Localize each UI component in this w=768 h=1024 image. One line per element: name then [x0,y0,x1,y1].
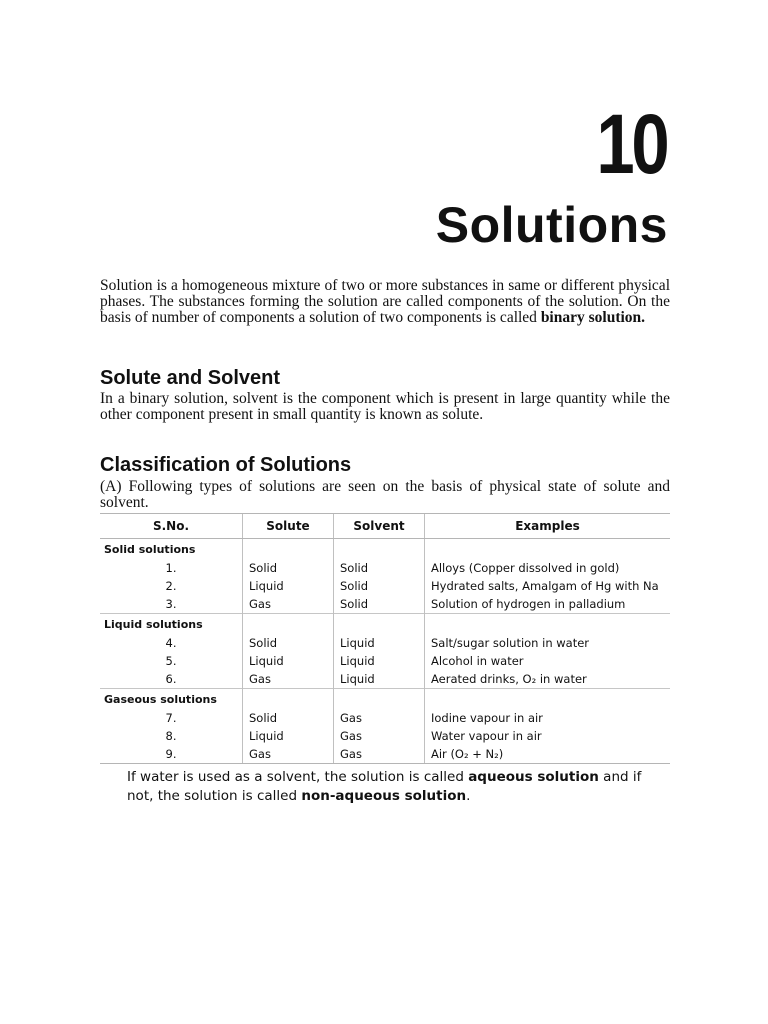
cell-sno: 1. [165,561,177,575]
cell-solute: Liquid [243,727,334,745]
cell-solute: Solid [243,634,334,652]
cell-sno: 9. [100,745,243,764]
cell-solvent: Solid [334,595,425,614]
cell-solvent: Liquid [334,634,425,652]
cell-example: Aerated drinks, O₂ in water [425,670,671,689]
cell-solute: Solid [243,559,334,577]
solute-solvent-paragraph: In a binary solution, solvent is the component which is present in large quantity while the other component present in small quantity is known as solute. [100,390,670,423]
non-aqueous-solution-term: non-aqueous solution [301,788,467,804]
cell-solute: Gas [243,745,334,764]
table-row [100,670,670,689]
intro-text: Solution is a homogeneous mixture of two or more substances in same or different physical phases. The substances forming the solution are called components of the solution. On the basis of number of components a solution of two components is called [100,277,670,326]
cell-solute: Gas [243,670,334,689]
solutions-table [100,513,670,764]
chapter-title: Solutions [435,197,668,253]
solute-solvent-heading: Solute and Solvent [100,367,281,389]
classification-paragraph: (A) Following types of solutions are seen on the basis of physical state of solute and solvent. [100,478,670,511]
table-row [100,577,670,595]
note-text-1: If water is used as a solvent, the solution is called [127,769,469,785]
group-row-solid [100,539,670,560]
cell-solute: Liquid [243,652,334,670]
header-examples: Examples [425,514,671,539]
aqueous-solution-term: aqueous solution [468,769,599,785]
table-row [100,652,670,670]
group-label: Solid solutions [104,542,196,556]
group-label: Liquid solutions [100,614,243,635]
cell-example: Air (O₂ + N₂) [425,745,671,764]
cell-sno: 3. [165,597,177,611]
cell-solvent: Solid [334,577,425,595]
cell-solute: Gas [243,595,334,614]
table-row [100,709,670,727]
cell-solute: Liquid [243,577,334,595]
cell-solvent: Gas [334,745,425,764]
cell-sno: 6. [165,672,177,686]
cell-sno: 5. [165,654,177,668]
cell-solvent: Solid [334,559,425,577]
cell-solvent: Liquid [334,652,425,670]
table-row [100,595,670,614]
intro-paragraph [100,278,670,326]
group-label: Gaseous solutions [100,689,243,710]
cell-example: Iodine vapour in air [425,709,671,727]
cell-sno: 8. [165,729,177,743]
cell-solvent: Gas [334,709,425,727]
table-row [100,559,670,577]
header-sno: S.No. [100,514,243,539]
note-text-2: and if not, the solution is called [127,769,642,804]
group-row-liquid [100,614,670,635]
header-solvent: Solvent [334,514,425,539]
cell-example: Hydrated salts, Amalgam of Hg with Na [425,577,671,595]
cell-example: Alcohol in water [425,652,671,670]
table-header-row [100,514,670,539]
table-row [100,634,670,652]
header-solute: Solute [243,514,334,539]
chapter-number: 10 [595,97,666,191]
cell-example: Water vapour in air [425,727,671,745]
note-text-3: . [466,788,471,804]
cell-sno: 4. [165,636,177,650]
classification-heading: Classification of Solutions [100,454,352,476]
cell-solvent: Liquid [334,670,425,689]
cell-example: Solution of hydrogen in palladium [425,595,671,614]
cell-solvent: Gas [334,727,425,745]
cell-example: Salt/sugar solution in water [425,634,671,652]
cell-sno: 2. [165,579,177,593]
table-row [100,727,670,745]
table-row [100,745,670,764]
group-row-gaseous [100,689,670,710]
binary-solution-term: binary solution. [540,309,646,326]
cell-sno: 7. [165,711,177,725]
aqueous-note [127,768,667,806]
cell-solute: Solid [243,709,334,727]
cell-example: Alloys (Copper dissolved in gold) [425,559,671,577]
